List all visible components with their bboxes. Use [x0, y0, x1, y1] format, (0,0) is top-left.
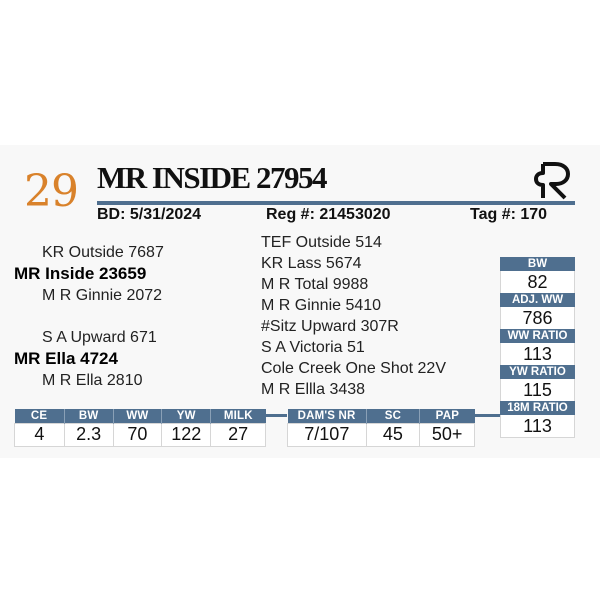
ratio-header-18m-ratio: 18M RATIO — [500, 401, 575, 415]
pedigree-sire-sire: KR Outside 7687 — [42, 244, 164, 261]
registration-number: Reg #: 21453020 — [266, 206, 391, 223]
pedigree-ggp-7: Cole Creek One Shot 22V — [261, 360, 446, 377]
pedigree-ggp-2: KR Lass 5674 — [261, 255, 362, 272]
ratio-header-adj-ww: ADJ. WW — [500, 293, 575, 307]
epd-value-yw: 122 — [162, 423, 211, 446]
epd-header-yw: YW — [162, 409, 211, 423]
animal-name: MR INSIDE 27954 — [97, 160, 326, 195]
header-sc: SC — [366, 409, 420, 423]
epd-table — [14, 409, 266, 447]
header-pap: PAP — [420, 409, 475, 423]
epd-value-bw: 2.3 — [64, 423, 113, 446]
pedigree-ggp-1: TEF Outside 514 — [261, 234, 382, 251]
value-sc: 45 — [366, 423, 420, 446]
table-connector — [266, 414, 287, 417]
pedigree-ggp-3: M R Total 9988 — [261, 276, 369, 293]
ratio-value-ww-ratio: 113 — [500, 343, 575, 365]
epd-header-ww: WW — [113, 409, 162, 423]
pedigree-dam-sire: S A Upward 671 — [42, 329, 157, 346]
pedigree-ggp-6: S A Victoria 51 — [261, 339, 365, 356]
epd-header-bw: BW — [64, 409, 113, 423]
pedigree-sire-dam: M R Ginnie 2072 — [42, 287, 163, 304]
pedigree-dam-dam: M R Ella 2810 — [42, 372, 143, 389]
ratio-header-bw: BW — [500, 257, 575, 271]
epd-header-milk: MILK — [211, 409, 266, 423]
value-dams-nr: 7/107 — [288, 423, 367, 446]
title-divider — [97, 201, 575, 205]
tag-number: Tag #: 170 — [470, 206, 548, 223]
ratio-value-bw: 82 — [500, 271, 575, 293]
ratios-column — [500, 257, 575, 438]
ratio-header-ww-ratio: WW RATIO — [500, 329, 575, 343]
epd-value-milk: 27 — [211, 423, 266, 446]
pedigree-dam: MR Ella 4724 — [14, 349, 118, 368]
pedigree-ggp-8: M R Ellla 3438 — [261, 381, 366, 398]
pedigree-ggp-5: #Sitz Upward 307R — [261, 318, 399, 335]
birth-date: BD: 5/31/2024 — [97, 206, 202, 223]
pedigree-ggp-4: M R Ginnie 5410 — [261, 297, 382, 314]
epd-header-ce: CE — [15, 409, 65, 423]
ratio-value-18m-ratio: 113 — [500, 415, 575, 438]
ratio-header-yw-ratio: YW RATIO — [500, 365, 575, 379]
header-dams-nr: DAM'S NR — [288, 409, 367, 423]
pedigree-sire: MR Inside 23659 — [14, 264, 147, 283]
ranch-brand-R-icon — [529, 160, 573, 200]
lot-number: 29 — [24, 166, 78, 217]
maternal-table — [287, 409, 475, 447]
epd-value-ce: 4 — [15, 423, 65, 446]
ratio-value-yw-ratio: 115 — [500, 379, 575, 401]
ratio-value-adj-ww: 786 — [500, 307, 575, 329]
value-pap: 50+ — [420, 423, 475, 446]
epd-value-ww: 70 — [113, 423, 162, 446]
ratio-connector — [475, 414, 500, 417]
